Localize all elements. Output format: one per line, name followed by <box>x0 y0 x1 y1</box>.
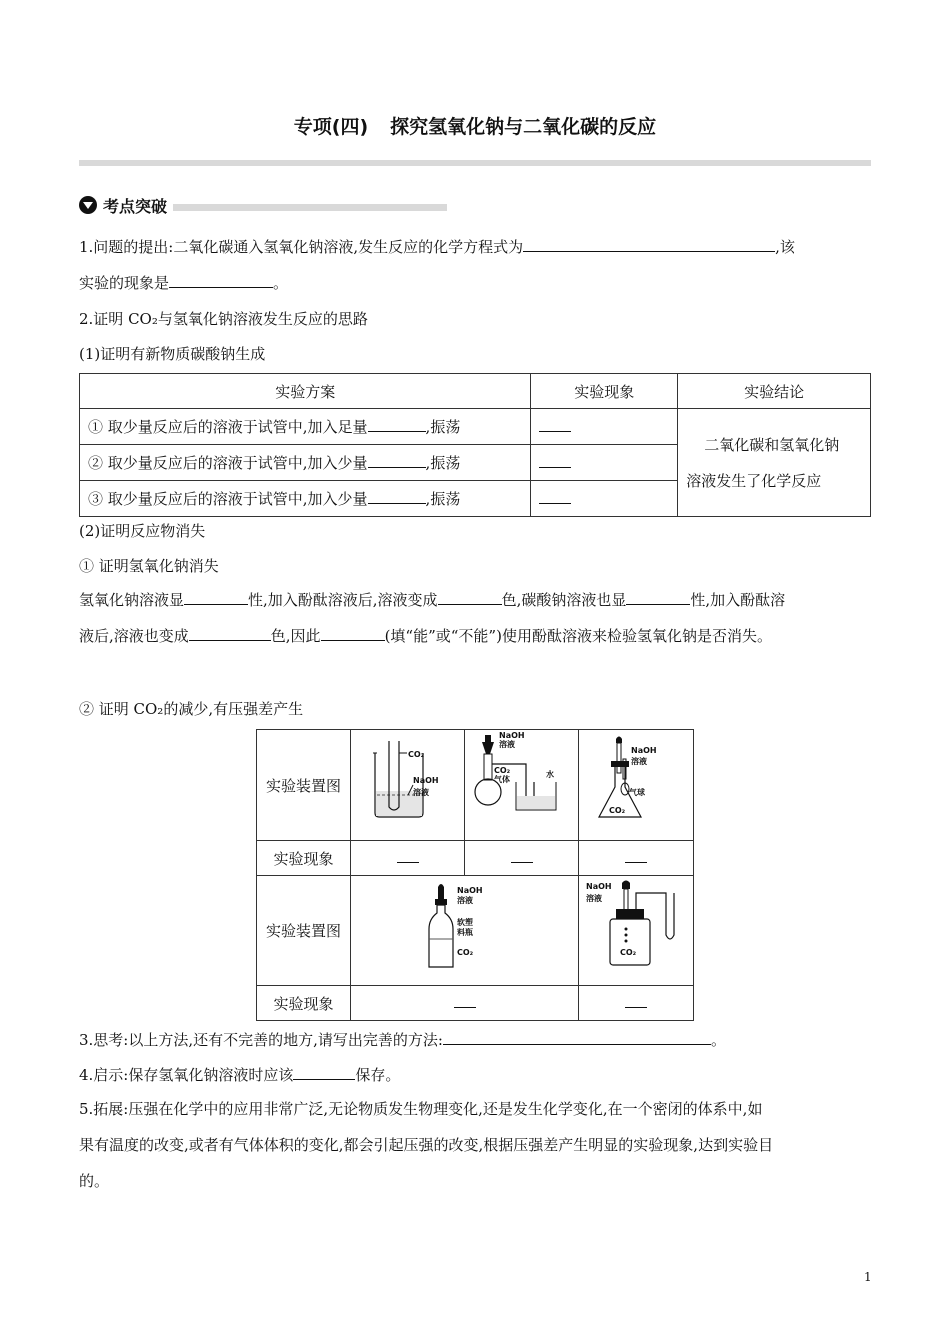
answer-blank[interactable] <box>539 455 571 468</box>
solution-label: 溶液 <box>456 895 473 905</box>
section-label: 考点突破 <box>103 196 168 216</box>
answer-blank[interactable] <box>368 452 426 468</box>
q2-heading: 2.证明 CO₂与氢氧化钠溶液发生反应的思路 <box>79 310 368 328</box>
water-label: 水 <box>545 770 554 779</box>
answer-blank[interactable] <box>293 1064 355 1080</box>
q2-sub1: (1)证明有新物质碳酸钠生成 <box>79 345 266 363</box>
answer-blank[interactable] <box>189 625 271 641</box>
solution-label: 溶液 <box>412 788 429 797</box>
answer-blank[interactable] <box>625 850 647 863</box>
row-label: 实验现象 <box>257 841 351 876</box>
table-pressure <box>256 729 694 1021</box>
page-number: 1 <box>864 1270 872 1284</box>
table-row: ① 取少量反应后的溶液于试管中,加入足量 ,振荡 二氧化碳和氢氧化钠 溶液发生了化学反应 <box>80 409 871 445</box>
apparatus-beaker <box>351 730 465 841</box>
solution-label: 溶液 <box>631 757 647 766</box>
q4-line: 4.启示:保存氢氧化钠溶液时应该 保存。 <box>79 1066 401 1084</box>
q1-line1: 1.问题的提出:二氧化碳通入氢氧化钠溶液,发生反应的化学方程式为 ,该 <box>79 238 795 256</box>
q5-line2: 果有温度的改变,或者有气体体积的变化,都会引起压强的改变,根据压强差产生明显的实验现象,达到实验目 <box>79 1136 774 1154</box>
answer-blank[interactable] <box>523 236 775 252</box>
answer-blank[interactable] <box>626 589 690 605</box>
row-label: 实验装置图 <box>257 876 351 986</box>
answer-blank[interactable] <box>625 995 647 1008</box>
conclusion-line2: 溶液发生了化学反应 <box>686 471 822 490</box>
co2-label: CO₂ <box>493 766 510 775</box>
naoh-label: NaOH <box>498 731 525 740</box>
apparatus-u-tube <box>579 876 694 986</box>
table-row: ② 取少量反应后的溶液于试管中,加入少量 ,振荡 <box>80 445 871 481</box>
sub2-line2: 液后,溶液也变成 色,因此 (填“能”或“不能”)使用酚酞溶液来检验氢氧化钠是否消失。 <box>79 627 772 645</box>
co2-label: CO₂ <box>456 947 473 957</box>
u-tube-apparatus-icon <box>580 879 692 979</box>
header-phenomenon: 实验现象 <box>531 374 678 409</box>
answer-blank[interactable] <box>368 416 426 432</box>
answer-blank[interactable] <box>397 850 419 863</box>
row-label: 实验装置图 <box>257 730 351 841</box>
flask-water-apparatus-icon <box>466 730 578 836</box>
solution-label: 溶液 <box>498 740 515 749</box>
flask-balloon-apparatus-icon <box>581 733 691 833</box>
header-plan: 实验方案 <box>80 374 531 409</box>
apparatus-flask-balloon <box>579 730 694 841</box>
answer-blank[interactable] <box>539 491 571 504</box>
q5-line3: 的。 <box>79 1172 110 1190</box>
table-row: ③ 取少量反应后的溶液于试管中,加入少量 ,振荡 <box>80 481 871 517</box>
sub2-p2: ② 证明 CO₂的减少,有压强差产生 <box>79 700 304 718</box>
q5-line1: 5.拓展:压强在化学中的应用非常广泛,无论物质发生物理变化,还是发生化学变化,在一个密闭的体系中,如 <box>79 1100 763 1118</box>
page-title: 专项(四) 探究氢氧化钠与二氧化碳的反应 <box>293 116 657 138</box>
naoh-label: NaOH <box>631 746 657 755</box>
answer-blank[interactable] <box>454 995 476 1008</box>
naoh-label: NaOH <box>412 776 439 785</box>
conclusion-line1: 二氧化碳和氢氧化钠 <box>704 435 840 454</box>
sub2-line1: 氢氧化钠溶液显 性,加入酚酞溶液后,溶液变成 色,碳酸钠溶液也显 性,加入酚酞溶 <box>79 591 786 609</box>
sub2-title: (2)证明反应物消失 <box>79 522 206 540</box>
apparatus-soft-bottle <box>351 876 579 986</box>
triangle-icon <box>79 196 97 214</box>
naoh-label: NaOH <box>586 881 612 891</box>
answer-blank[interactable] <box>184 589 248 605</box>
answer-blank[interactable] <box>511 850 533 863</box>
balloon-label: 气球 <box>629 788 645 797</box>
section-bar <box>173 204 447 211</box>
answer-blank[interactable] <box>539 419 571 432</box>
q3-line: 3.思考:以上方法,还有不完善的地方,请写出完善的方法: 。 <box>79 1031 726 1049</box>
sub2-p1: ① 证明氢氧化钠消失 <box>79 557 219 575</box>
co2-label: CO₂ <box>407 750 424 759</box>
solution-label: 溶液 <box>586 893 602 903</box>
header-conclusion: 实验结论 <box>678 374 871 409</box>
naoh-label: NaOH <box>456 885 483 895</box>
row-label: 实验现象 <box>257 986 351 1021</box>
title-rule <box>79 160 871 166</box>
co2-label: CO₂ <box>609 806 626 815</box>
bottle-label-2: 料瓶 <box>456 927 473 937</box>
section-header <box>79 194 447 216</box>
answer-blank[interactable] <box>443 1029 711 1045</box>
answer-blank[interactable] <box>438 589 502 605</box>
answer-blank[interactable] <box>169 272 273 288</box>
table-new-substance <box>79 373 871 517</box>
apparatus-flask-water <box>465 730 579 841</box>
co2-label: CO₂ <box>620 947 637 957</box>
answer-blank[interactable] <box>321 625 385 641</box>
beaker-apparatus-icon <box>353 733 463 833</box>
gas-label: 气体 <box>493 775 510 784</box>
soft-bottle-apparatus-icon <box>415 879 515 979</box>
bottle-label-1: 软塑 <box>456 917 473 927</box>
answer-blank[interactable] <box>368 488 426 504</box>
q1-line2: 实验的现象是 。 <box>79 274 289 292</box>
